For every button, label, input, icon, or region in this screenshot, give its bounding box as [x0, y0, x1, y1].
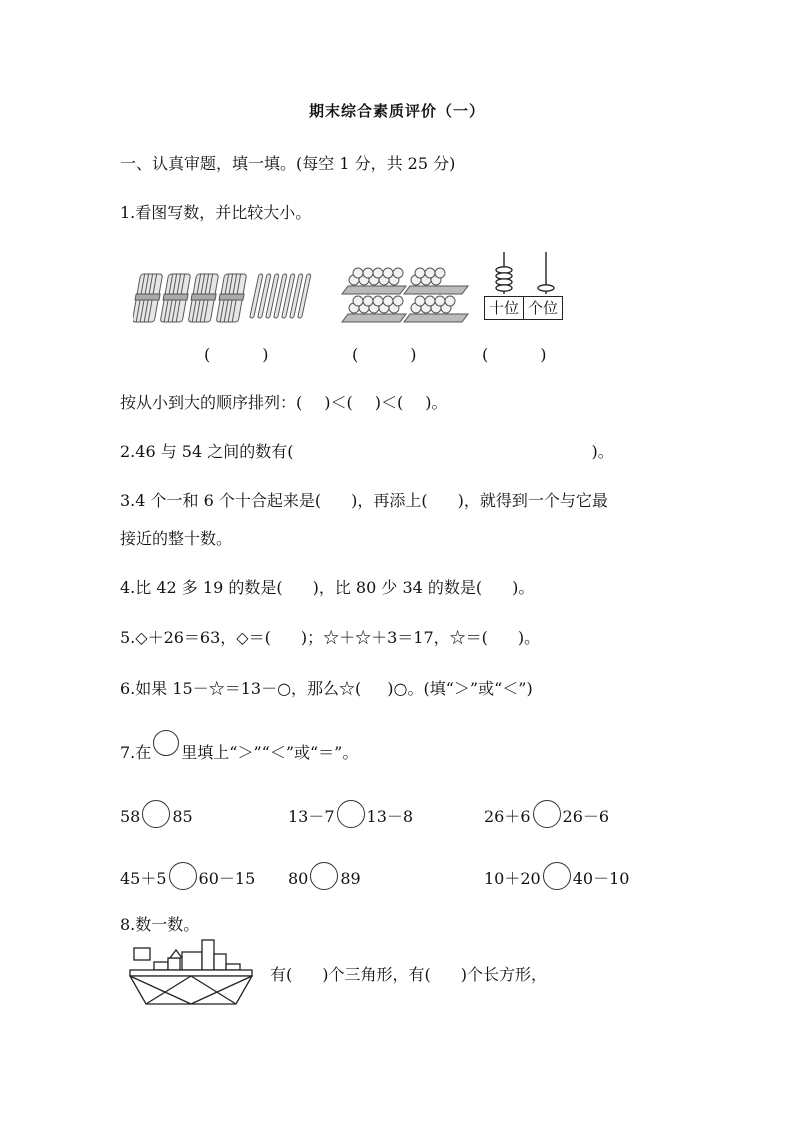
place-value-labels [484, 296, 563, 320]
compare-item-3: 26＋6 26－6 [484, 800, 609, 828]
abacus-image [484, 250, 568, 296]
q8-line: 有( )个三角形，有( )个长方形， [270, 965, 547, 984]
q7-line: 7.在 里填上“＞”“＜”或“＝”。 [120, 730, 358, 764]
q8-label: 8.数一数。 [120, 915, 200, 934]
tens-label: 十位 [489, 299, 520, 317]
q1-order-line: 按从小到大的顺序排列：( )＜( )＜( )。 [120, 393, 448, 412]
compare-circle-6[interactable] [543, 862, 571, 890]
stick-bundles-image [133, 270, 318, 325]
q5-line: 5.◇＋26＝63，◇＝( )；☆＋☆＋3＝17，☆＝( )。 [120, 628, 541, 647]
ship-image [126, 938, 258, 1010]
compare-circle-5[interactable] [310, 862, 338, 890]
q4-line: 4.比 42 多 19 的数是( )，比 80 少 34 的数是( )。 [120, 578, 535, 597]
compare-circle-1[interactable] [142, 800, 170, 828]
answer-blank-2[interactable]: ( ) [352, 345, 417, 364]
ones-label: 个位 [523, 297, 562, 319]
compare-circle-2[interactable] [337, 800, 365, 828]
q6-line: 6.如果 15－☆＝13－○，那么☆( )○。(填“＞”或“＜”) [120, 679, 533, 698]
page-title: 期末综合素质评价（一） [308, 102, 485, 120]
q3-line1: 3.4 个一和 6 个十合起来是( )，再添上( )，就得到一个与它最 [120, 491, 608, 510]
compare-circle-3[interactable] [533, 800, 561, 828]
compare-item-2: 13－7 13－8 [288, 800, 413, 828]
q3-line2: 接近的整十数。 [120, 529, 233, 548]
answer-blank-1[interactable]: ( ) [204, 345, 269, 364]
q2-line: 2.46 与 54 之间的数有( )。 [120, 442, 614, 461]
compare-item-4: 45＋5 60－15 [120, 862, 255, 890]
section-heading: 一、认真审题，填一填。(每空 1 分，共 25 分) [120, 154, 456, 173]
q1-label: 1.看图写数，并比较大小。 [120, 203, 312, 222]
compare-circle-icon [153, 730, 179, 756]
compare-circle-4[interactable] [169, 862, 197, 890]
compare-item-6: 10＋20 40－10 [484, 862, 629, 890]
egg-trays-image [340, 262, 470, 324]
compare-item-1: 58 85 [120, 800, 193, 828]
answer-blank-3[interactable]: ( ) [482, 345, 547, 364]
compare-item-5: 80 89 [288, 862, 361, 890]
